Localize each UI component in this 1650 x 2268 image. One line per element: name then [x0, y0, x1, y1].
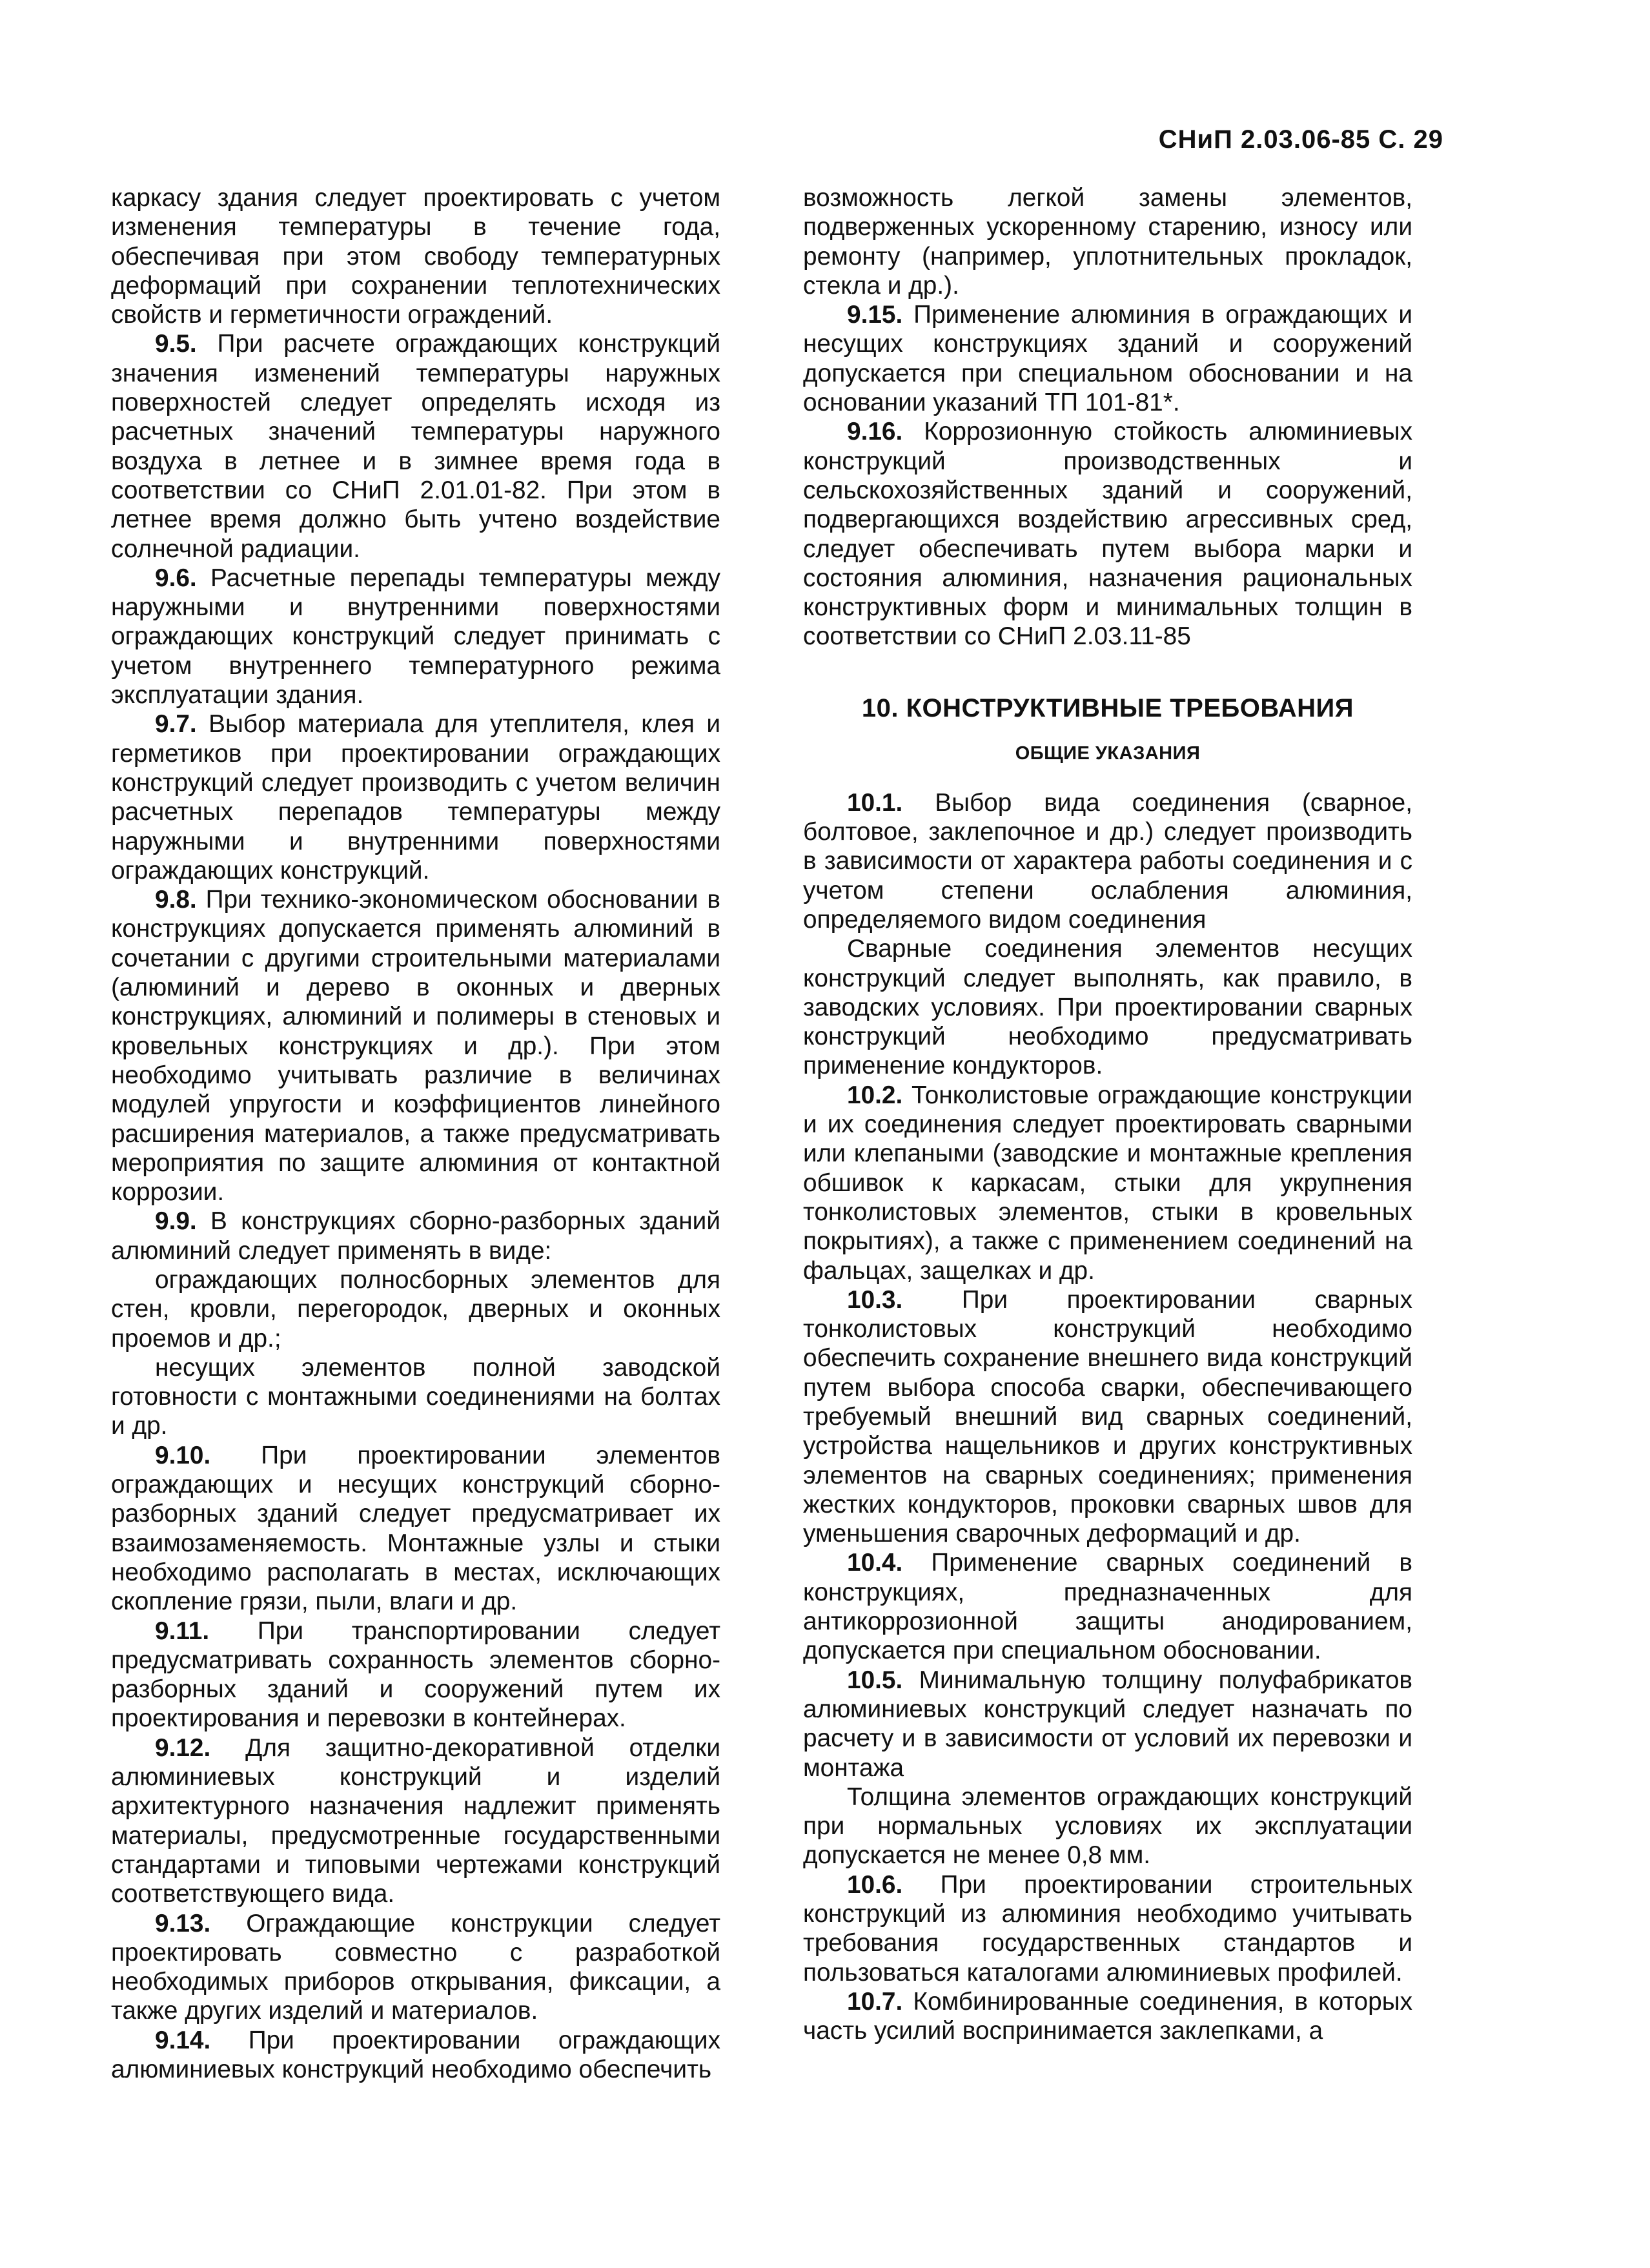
paragraph-text: Выбор материала для утеплителя, клея и герметиков при проектировании ограждающих конструкций следует производить с учетом величин расчетных перепадов температуры между наружными и внутренними поверхностями ограждающих конструкций. — [111, 710, 720, 884]
clause-number: 10.3. — [847, 1285, 903, 1314]
clause-paragraph — [111, 329, 720, 563]
right-column — [803, 183, 1412, 2046]
clause-number: 9.8. — [155, 886, 197, 914]
clause-paragraph — [803, 300, 1412, 417]
clause-number: 9.13. — [155, 1909, 211, 1937]
subsection-title: ОБЩИЕ УКАЗАНИЯ — [1015, 742, 1201, 764]
clause-number: 9.6. — [155, 564, 197, 592]
paragraph-text: Выбор вида соединения (сварное, болтовое, заклепочное и др.) следует производить в зависимости от характера работы соединения и с учетом степени ослабления алюминия, определяемого видом соединения — [803, 788, 1413, 934]
section-title: 10. КОНСТРУКТИВНЫЕ ТРЕБОВАНИЯ — [861, 693, 1354, 722]
clause-number: 9.14. — [155, 2026, 211, 2054]
paragraph-text: При проектировании сварных тонколистовых конструкций необходимо обеспечить сохранение внешнего вида конструкций путем выбора способа сварки, обеспечивающего требуемый внешний вид сварных соединений, устройства нащельников и других конструктивных элементов на сварных соединениях; применения жестких кондукторов, проковки сварных швов для уменьшения сварочных деформаций и др. — [803, 1285, 1412, 1548]
clause-number: 9.7. — [155, 710, 197, 739]
right-column-top — [803, 183, 1412, 651]
paragraph — [803, 934, 1412, 1080]
clause-paragraph — [111, 564, 720, 710]
clause-number: 9.15. — [847, 301, 903, 329]
clause-number: 10.4. — [847, 1549, 903, 1577]
paragraph-text: При транспортировании следует предусматривать сохранность элементов сборно-разборных зданий и сооружений путем их проектирования и перевозки в контейнерах. — [111, 1617, 720, 1733]
clause-paragraph — [111, 1617, 720, 1733]
running-head: СНиП 2.03.06-85 С. 29 — [1158, 125, 1443, 154]
clause-paragraph — [111, 1909, 720, 2026]
clause-paragraph — [111, 1441, 720, 1617]
paragraph-text: Минимальную толщину полуфабрикатов алюминиевых конструкций следует назначать по расчету и в зависимости от условий их перевозки и монтажа — [803, 1666, 1413, 1782]
clause-number: 10.2. — [847, 1081, 903, 1109]
clause-paragraph — [111, 2026, 720, 2085]
clause-number: 10.7. — [847, 1987, 903, 2016]
clause-number: 9.10. — [155, 1441, 211, 1469]
clause-number: 10.1. — [847, 788, 903, 817]
paragraph-text: Ограждающие конструкции следует проектировать совместно с разработкой необходимых приборов открывания, фиксации, а также других изделий и материалов. — [111, 1909, 720, 2025]
paragraph — [111, 1265, 720, 1353]
clause-paragraph — [803, 1285, 1412, 1549]
paragraph-text: При технико-экономическом обосновании в конструкциях допускается применять алюминий в сочетании с другими строительными материалами (алюминий и дерево в оконных и дверных конструкциях, алюминий и полимеры в стеновых и кровельных конструкциях и др.). При этом необходимо учитывать различие в величинах модулей упругости и коэффициентов линейного расширения материалов, а также предусматривать мероприятия по защите алюминия от контактной коррозии. — [111, 886, 720, 1207]
paragraph-text: Комбинированные соединения, в которых часть усилий воспринимается заклепками, а — [803, 1987, 1412, 2045]
clause-number: 9.11. — [155, 1617, 210, 1645]
clause-paragraph — [803, 1081, 1412, 1285]
clause-paragraph — [803, 1870, 1412, 1987]
paragraph — [111, 183, 720, 329]
clause-number: 9.12. — [155, 1733, 211, 1762]
paragraph — [803, 183, 1412, 300]
paragraph-text: ограждающих полносборных элементов для стен, кровли, перегородок, дверных и оконных проемов и др.; — [111, 1265, 720, 1353]
clause-number: 9.5. — [155, 330, 197, 358]
clause-paragraph — [803, 1548, 1412, 1665]
clause-paragraph — [111, 710, 720, 885]
paragraph-text: Толщина элементов ограждающих конструкций при нормальных условиях их эксплуатации допускается не менее 0,8 мм. — [803, 1783, 1412, 1870]
clause-paragraph — [111, 1733, 720, 1909]
right-column-bottom — [803, 788, 1412, 2046]
paragraph-text: Сварные соединения элементов несущих конструкций следует выполнять, как правило, в заводских условиях. При проектировании сварных конструкций необходимо предусматривать применение кондукторов. — [803, 935, 1412, 1080]
clause-paragraph — [803, 1666, 1412, 1783]
paragraph — [803, 1783, 1412, 1870]
clause-paragraph — [803, 788, 1412, 934]
paragraph-text: несущих элементов полной заводской готовности с монтажными соединениями на болтах и др. — [111, 1353, 720, 1440]
paragraph-text: При проектировании строительных конструкций из алюминия необходимо учитывать требования государственных стандартов и пользоваться каталогами алюминиевых профилей. — [803, 1870, 1412, 1987]
clause-paragraph — [111, 885, 720, 1207]
clause-number: 9.9. — [155, 1207, 197, 1236]
paragraph-text: Для защитно-декоративной отделки алюминиевых конструкций и изделий архитектурного назначения надлежит применять материалы, предусмотренные государственными стандартами и типовыми чертежами конструкций соответствующего вида. — [111, 1733, 720, 1908]
paragraph-text: При проектировании элементов ограждающих и несущих конструкций сборно-разборных зданий следует предусматривает их взаимозаменяемость. Монтажные узлы и стыки необходимо располагать в местах, исключающих скопление грязи, пыли, влаги и др. — [111, 1441, 720, 1616]
paragraph — [111, 1353, 720, 1441]
clause-paragraph — [111, 1207, 720, 1265]
clause-paragraph — [803, 417, 1412, 651]
paragraph-text: При проектировании ограждающих алюминиевых конструкций необходимо обеспечить — [111, 2026, 720, 2083]
paragraph-text: возможность легкой замены элементов, подверженных ускоренному старению, износу или ремонту (например, уплотнительных прокладок, стекла и др.). — [803, 184, 1412, 300]
paragraph-text: каркасу здания следует проектировать с учетом изменения температуры в течение года, обеспечивая при этом свободу температурных деформаций при сохранении теплотехнических свойств и герметичности ограждений. — [111, 184, 720, 329]
paragraph-text: При расчете ограждающих конструкций значения изменений температуры наружных поверхностей следует определять исходя из расчетных значений температуры наружного воздуха в летнее и в зимнее время года в соответствии со СНиП 2.01.01-82. При этом в летнее время должно быть учтено воздействие солнечной радиации. — [111, 330, 721, 563]
paragraph-text: Применение сварных соединений в конструкциях, предназначенных для антикоррозионной защиты анодированием, допускается при специальном обосновании. — [803, 1549, 1412, 1665]
paragraph-text: Коррозионную стойкость алюминиевых конструкций производственных и сельскохозяйственных зданий и сооружений, подвергающихся воздействию агрессивных сред, следует обеспечивать путем выбора марки и состояния алюминия, назначения рациональных конструктивных форм и минимальных толщин в соответствии со СНиП 2.03.11-85 — [803, 418, 1412, 651]
paragraph-text: Тонколистовые ограждающие конструкции и их соединения следует проектировать сварными или клепаными (заводские и монтажные крепления обшивок к каркасам, стыки для укрупнения тонколистовых элементов, стыки в кровельных покрытиях), а также с применением соединений на фальцах, защелках и др. — [803, 1081, 1413, 1285]
paragraph-text: Расчетные перепады температуры между наружными и внутренними поверхностями ограждающих конструкций следует принимать с учетом внутреннего температурного режима эксплуатации здания. — [111, 564, 720, 710]
paragraph-text: Применение алюминия в ограждающих и несущих конструкциях зданий и сооружений допускается при специальном обосновании и на основании указаний ТП 101-81*. — [803, 301, 1412, 417]
clause-number: 9.16. — [847, 418, 903, 446]
paragraph-text: В конструкциях сборно-разборных зданий алюминий следует применять в виде: — [111, 1207, 720, 1265]
clause-paragraph — [803, 1987, 1412, 2046]
left-column — [111, 183, 720, 2084]
clause-number: 10.5. — [847, 1666, 903, 1694]
clause-number: 10.6. — [847, 1870, 903, 1899]
